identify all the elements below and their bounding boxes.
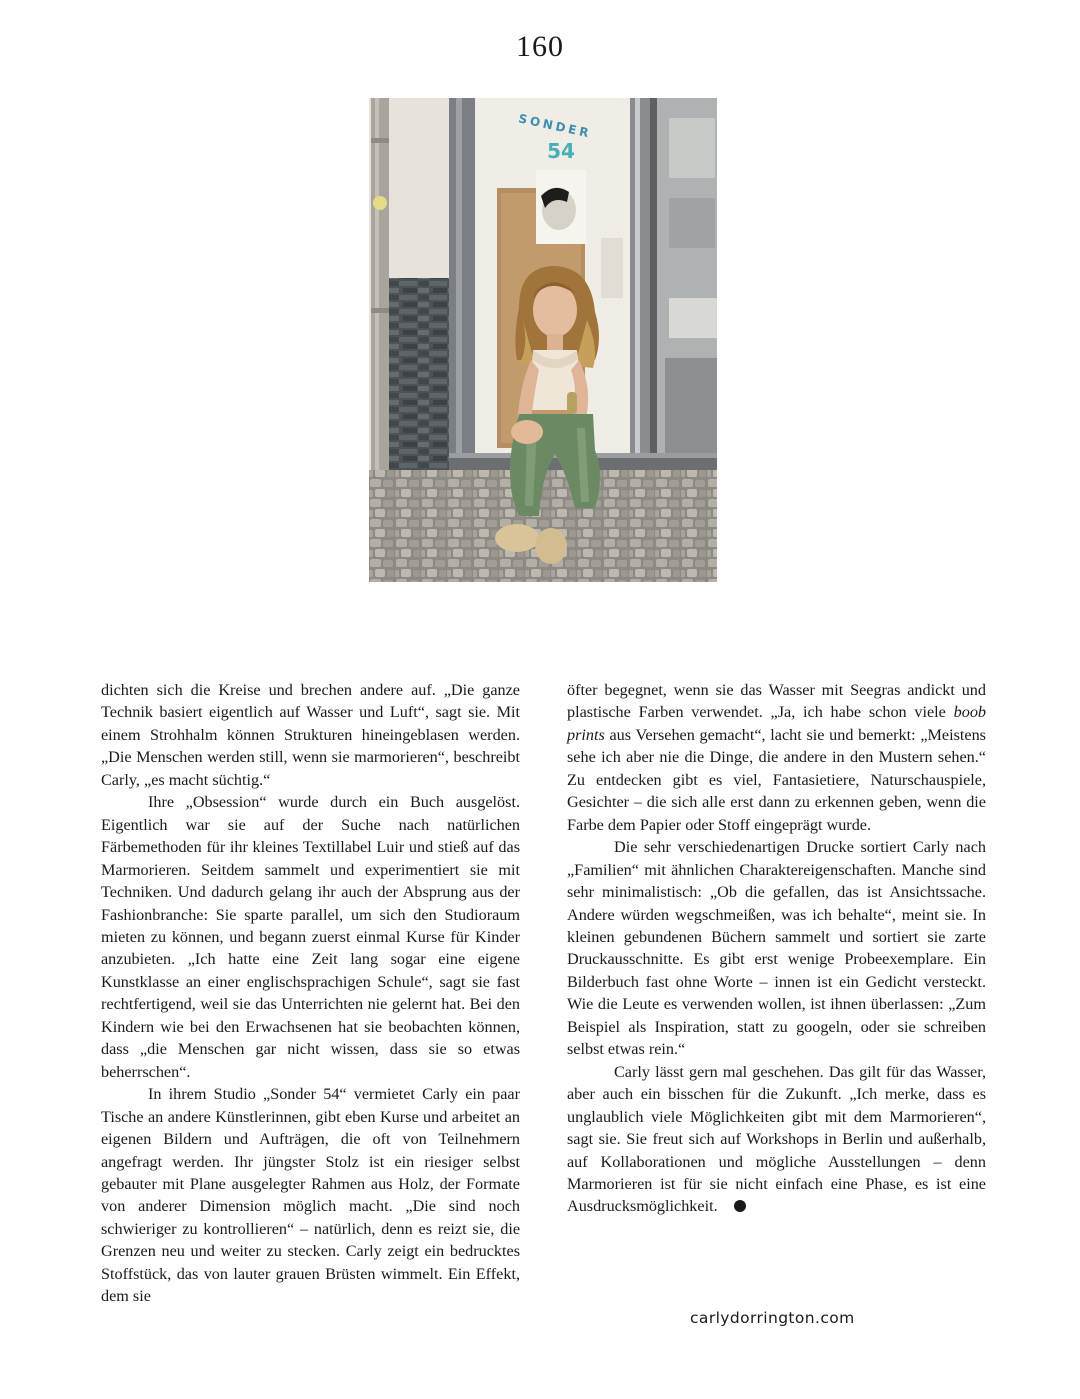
- paragraph-text: Carly lässt gern mal geschehen. Das gilt für das Wasser, aber auch ein bisschen für die Zukunft. „Ich merke, dass es unglaublich viele Möglichkeiten gibt mit dem Marmorieren“, sagt sie. Sie freut sich auf Workshops in Berlin und außerhalb, auf Kollaborationen und mögliche Ausstellungen – denn Marmorieren ist für sie nicht einfach eine Phase, es ist eine Ausdrucksmöglichkeit.: [567, 1062, 986, 1216]
- page-number: 160: [516, 30, 564, 63]
- paragraph-text: Die sehr verschiedenartigen Drucke sortiert Carly nach „Familien“ mit ähnlichen Charaktereigenschaften. Manche sind sehr minimalistisch: „Ob die gefallen, das ist Ansichtssache. Andere würden wegschmeißen, was ich behalte“, meint sie. In kleinen gebundenen Büchern sammelt und sortiert sie zarte Druckausschnitte. Es gibt erst wenige Probeexemplare. Ein Bilderbuch fast ohne Worte – innen ist ein Gedicht versteckt. Wie die Leute es verwenden wollen, ist ihnen überlassen: „Zum Beispiel als Inspiration, statt zu googeln, oder sie schreiben selbst etwas rein.“: [567, 838, 986, 1059]
- paragraph-text: aus Versehen gemacht“, lacht sie und bemerkt: „Meistens sehe ich aber nie die Dinge, die andere in den Mustern sehen.“ Zu entdecken gibt es viel, Fantasietiere, Naturschauspiele, Gesichter – die sich alle erst dann zu erkennen geben, wenn die Farbe dem Papier oder Stoff eingeprägt wurde.: [567, 725, 986, 834]
- paragraph: [567, 1061, 986, 1218]
- article-column-left: [101, 679, 520, 1308]
- paragraph-text: Ihre „Obsession“ wurde durch ein Buch ausgelöst. Eigentlich war sie auf der Suche nach natürlichen Färbemethoden für ihr kleines Textillabel Luir und stieß auf das Marmorieren. Seitdem sammelt und experimentiert sie mit Techniken. Und dadurch gelang ihr auch der Absprung aus der Fashionbranche: Sie sparte parallel, um sich den Studioraum mieten zu können, und begann zuerst einmal Kurse für Kinder anzubieten. „Ich hatte eine Zeit lang sogar eine eigene Kunstklasse an einer englischsprachigen Schule“, sagt sie fast rechtfertigend, weil sie das Unterrichten nie gelernt hat. Bei den Kindern wie bei den Erwachsenen hat sie beobachten können, dass „die Menschen gar nicht wissen, dass sie so etwas beherrschen“.: [101, 793, 520, 1081]
- website-link[interactable]: carlydorrington.com: [690, 1309, 855, 1327]
- paragraph: [101, 791, 520, 1083]
- paragraph-text: In ihrem Studio „Sonder 54“ vermietet Carly ein paar Tische an andere Künstlerinnen, gibt eben Kurse und arbeitet an eigenen Bildern und Aufträgen, die oft von Teilnehmern angefragt werden. Ihr jüngster Stolz ist ein riesiger selbst gebauter mit Plane ausgelegter Rahmen aus Holz, der Formate von anderer Dimension möglich macht. „Die sind noch schwieriger zu kontrollieren“ – natürlich, denn es reizt sie, die Grenzen neu und weiter zu stecken. Carly zeigt ein bedrucktes Stoffstück, das von lauter grauen Brüsten wimmelt. Ein Effekt, dem sie: [101, 1085, 520, 1306]
- paragraph-text: dichten sich die Kreise und brechen andere auf. „Die ganze Technik basiert eigentlich auf Wasser und Luft“, sagt sie. Mit einem Strohhalm können Strukturen hineingeblasen werden. „Die Menschen werden still, wenn sie marmorieren“, beschreibt Carly, „es macht süchtig.“: [101, 681, 520, 789]
- article-column-right: [567, 679, 986, 1218]
- end-of-article-dot: [734, 1200, 746, 1212]
- sign-text: SONDER: [517, 111, 593, 141]
- paragraph: [567, 679, 986, 836]
- paragraph: [101, 1083, 520, 1308]
- portrait-photo: [369, 98, 717, 582]
- paragraph: [567, 836, 986, 1061]
- sign-number: 54: [547, 139, 575, 163]
- paragraph: [101, 679, 520, 791]
- paragraph-text: öfter begegnet, wenn sie das Wasser mit Seegras andickt und plastische Farben verwendet. „Ja, ich habe schon viele: [567, 681, 986, 722]
- emphasized-text: boob prints: [567, 703, 986, 744]
